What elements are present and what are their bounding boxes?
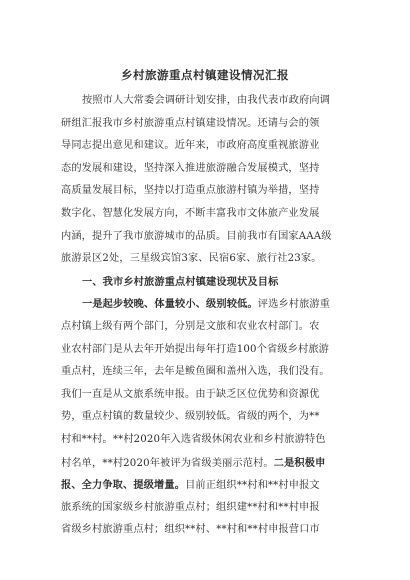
body-text: 内涵，提升了我市旅游城市的品质。目前我市有国家AAA级 bbox=[61, 230, 332, 242]
bold-text: 报、全力争取、提级增量。 bbox=[61, 479, 186, 492]
bold-text: 一是起步较晚、体量较小、级别较低。 bbox=[82, 298, 258, 311]
body-line bbox=[82, 297, 330, 312]
body-line bbox=[61, 320, 319, 334]
body-line bbox=[61, 162, 319, 176]
body-text: 导同志提出意见和建议。近年来，市政府高度重视旅游业 bbox=[61, 140, 320, 152]
body-line bbox=[61, 117, 319, 131]
body-text: 点村镇上级有两个部门，分别是文旅和农业农村部门。农 bbox=[61, 321, 320, 332]
body-text: 势，重点村镇的数量较少、级别较低。省级的两个，为** bbox=[61, 411, 320, 423]
body-text: 数字化、智慧化发展方向，不断丰富我市文体旅产业发展 bbox=[61, 208, 320, 219]
body-line bbox=[61, 501, 320, 515]
body-text: 按照市人大常委会调研计划安排，由我代表市政府向调 bbox=[82, 95, 331, 106]
body-text: 重点村，连续三年，去年是鲅鱼圈和盖州入选，我们没有。 bbox=[61, 366, 330, 378]
body-text: 评选乡村旅游重 bbox=[257, 299, 331, 311]
body-text: 村名单，**村2020年被评为省级美丽示范村。 bbox=[61, 457, 274, 469]
body-text: 村和**村。**村2020年入选省级休闲农业和乡村旅游特色 bbox=[61, 434, 326, 445]
body-line bbox=[61, 388, 319, 402]
body-line bbox=[61, 365, 330, 379]
body-line bbox=[61, 410, 320, 424]
body-text: 省级乡村旅游重点村；组织**村、**村和**村申报营口市 bbox=[61, 524, 320, 536]
body-line bbox=[61, 433, 326, 447]
body-line bbox=[82, 94, 330, 108]
body-text: 旅游景区2处，三星级宾馆3家、民宿6家、旅行社23家。 bbox=[61, 253, 322, 265]
body-line bbox=[61, 230, 332, 244]
body-line bbox=[61, 478, 320, 493]
bold-text: 二是积极申 bbox=[273, 456, 326, 469]
body-text: 态的发展和建设，坚持深入推进旅游融合发展模式，坚持 bbox=[61, 162, 320, 174]
body-line bbox=[61, 184, 319, 198]
body-line bbox=[61, 523, 320, 537]
body-line bbox=[61, 456, 325, 471]
body-text: 我们一直是从文旅系统申报。由于缺乏区位优势和资源优 bbox=[61, 388, 320, 400]
body-line bbox=[61, 207, 319, 221]
body-text: 高质量发展目标，坚持以打造重点旅游村镇为举措，坚持 bbox=[61, 185, 320, 197]
bold-text: 一、我市乡村旅游重点村镇建设现状及目标 bbox=[82, 275, 279, 288]
body-text: 旅系统的国家级乡村旅游重点村；组织建**村和**村申报 bbox=[61, 501, 320, 513]
document-title: 乡村旅游重点村镇建设情况汇报 bbox=[121, 68, 289, 82]
body-line bbox=[61, 139, 319, 153]
body-text: 业农村部门是从去年开始提出每年打造100个省级乡村旅游 bbox=[61, 343, 329, 355]
body-text: 研组汇报我市乡村旅游重点村镇建设情况。还请与会的领 bbox=[61, 117, 320, 129]
body-line bbox=[61, 252, 322, 266]
body-text: 目前正组织**村和**村申报文 bbox=[185, 480, 320, 492]
body-line bbox=[61, 343, 329, 357]
body-line bbox=[82, 275, 278, 290]
